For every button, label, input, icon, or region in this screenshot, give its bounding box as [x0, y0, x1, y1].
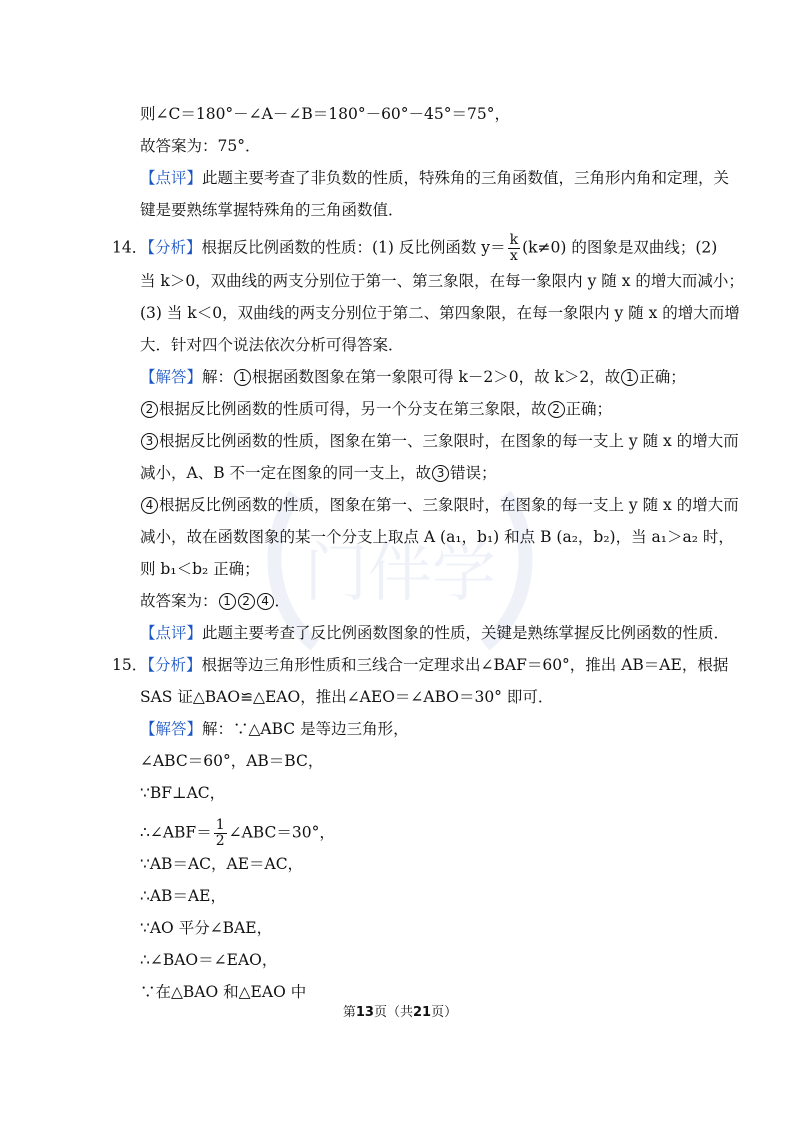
circled-number: 2	[548, 401, 565, 418]
text-run: 根据反比例函数的性质可得，另一个分支在第三象限，故	[159, 400, 547, 418]
watermark-text: 门伴学	[304, 537, 496, 611]
text-line-l24	[140, 853, 303, 875]
text-run: (k≠0) 的图象是双曲线；(2)	[522, 238, 718, 257]
text-line-l04	[140, 199, 404, 221]
section-tag: 【点评】	[140, 169, 203, 187]
text-run: ∵AO 平分∠BAE，	[140, 919, 273, 937]
section-tag: 【解答】	[140, 720, 203, 738]
text-run: 错误；	[450, 464, 497, 482]
text-run: 故答案为：	[140, 592, 218, 610]
text-line-l17	[140, 622, 729, 644]
question-number: 14．	[112, 238, 148, 257]
text-line-l16	[140, 590, 290, 612]
text-line-l05	[112, 233, 717, 264]
text-run: (3) 当 k＜0，双曲线的两支分别位于第二、第四象限，在每一象限内 y 随 x 的增大而增	[140, 304, 740, 322]
text-run: 根据反比例函数的性质，图象在第一、三象限时，在图象的每一支上 y 随 x 的增大而	[159, 496, 739, 514]
circled-number: 3	[141, 433, 158, 450]
text-line-l02	[140, 135, 260, 157]
circled-number: 2	[141, 401, 158, 418]
text-line-l09	[140, 366, 686, 388]
circled-number: 1	[219, 593, 236, 610]
text-line-l03	[140, 167, 729, 189]
section-tag: 【分析】	[147, 238, 202, 257]
text-line-l25	[140, 885, 226, 907]
circled-number: 3	[432, 465, 449, 482]
fraction-numerator: k	[509, 232, 519, 248]
text-run: 当 k＞0，双曲线的两支分别位于第一、第三象限，在每一象限内 y 随 x 的增大而减小；	[140, 272, 744, 290]
footer-prefix: 第	[342, 1005, 356, 1020]
question-number: 15．	[112, 656, 148, 674]
text-line-l15	[140, 558, 260, 580]
text-run: 则∠C＝180°－∠A－∠B＝180°－60°－45°＝75°，	[140, 105, 510, 123]
footer-total-pages: 21	[413, 1005, 432, 1020]
text-run: 正确；	[639, 368, 686, 386]
text-run: ∵在△BAO 和△EAO 中	[140, 983, 307, 1001]
text-run: ∠ABC＝60°，AB＝BC，	[140, 752, 324, 770]
text-line-l13	[140, 494, 739, 516]
text-run: 根据反比例函数的性质，图象在第一、三象限时，在图象的每一支上 y 随 x 的增大而	[159, 432, 739, 450]
text-line-l07	[140, 302, 740, 324]
text-line-l23	[140, 818, 335, 849]
footer-mid: 页（共	[373, 1005, 413, 1020]
text-run: 根据等边三角形性质和三线合一定理求出∠BAF＝60°，推出 AB＝AE，根据	[201, 656, 729, 674]
fraction-numerator: 1	[215, 817, 225, 833]
section-tag: 【分析】	[147, 656, 202, 674]
text-run: 此题主要考查了反比例函数图象的性质，关键是熟练掌握反比例函数的性质．	[202, 624, 730, 642]
text-line-l06	[140, 270, 744, 292]
footer-suffix: 页）	[431, 1005, 458, 1020]
fraction	[508, 233, 520, 264]
text-line-l27	[140, 949, 277, 971]
text-run: 减小，A、B 不一定在图象的同一支上，故	[140, 464, 432, 482]
text-run: 解：	[202, 368, 234, 386]
circled-number: 1	[234, 369, 251, 386]
text-run: ∠ABC＝30°，	[228, 823, 335, 842]
fraction-denominator: 2	[215, 833, 225, 849]
text-run: ．	[274, 592, 291, 610]
text-line-l21	[140, 750, 323, 772]
text-run: 此题主要考查了非负数的性质，特殊角的三角函数值，三角形内角和定理，关	[202, 169, 730, 187]
text-line-l18	[112, 654, 728, 676]
text-run: 正确；	[565, 400, 613, 418]
text-line-l11	[140, 430, 739, 452]
text-run: 故答案为：75°．	[140, 137, 261, 155]
text-run: ∴∠BAO＝∠EAO，	[140, 951, 278, 969]
text-run: SAS 证△BAO≌△EAO，推出∠AEO＝∠ABO＝30° 即可．	[140, 688, 554, 706]
text-run: ∴AB＝AE，	[140, 887, 226, 905]
text-line-l20	[140, 718, 409, 740]
text-line-l28	[140, 981, 306, 1003]
text-run: 解：∵△ABC 是等边三角形，	[202, 720, 409, 738]
text-line-l08	[140, 334, 404, 356]
text-run: 根据反比例函数的性质：(1) 反比例函数 y＝	[201, 238, 506, 257]
page-footer	[0, 1004, 800, 1022]
text-run: 根据函数图象在第一象限可得 k－2＞0，故 k＞2，故	[252, 368, 621, 386]
text-run: 大．针对四个说法依次分析可得答案．	[140, 336, 404, 354]
footer-page-number: 13	[355, 1005, 374, 1020]
text-run: ∵BF⊥AC，	[140, 784, 226, 802]
text-line-l14	[140, 526, 734, 548]
text-line-l26	[140, 917, 272, 939]
text-line-l01	[140, 103, 510, 125]
text-run: 键是要熟练掌握特殊角的三角函数值．	[140, 201, 404, 219]
text-run: ∴∠ABF＝	[140, 823, 212, 842]
section-tag: 【解答】	[140, 368, 203, 386]
circled-number: 4	[141, 497, 158, 514]
fraction	[214, 818, 227, 849]
fraction-denominator: x	[509, 248, 518, 264]
text-line-l12	[140, 462, 497, 484]
circled-number: 1	[621, 369, 638, 386]
text-line-l10	[140, 398, 612, 420]
text-run: ∵AB＝AC，AE＝AC，	[140, 855, 304, 873]
text-line-l22	[140, 782, 225, 804]
text-run: 则 b₁＜b₂ 正确；	[140, 560, 260, 578]
text-run: 减小，故在函数图象的某一个分支上取点 A (a₁，b₁) 和点 B (a₂，b₂)，当 a₁＞a₂ 时，	[140, 528, 734, 546]
text-line-l19	[140, 686, 553, 708]
circled-number: 2	[238, 593, 255, 610]
section-tag: 【点评】	[140, 624, 203, 642]
circled-number: 4	[257, 593, 274, 610]
